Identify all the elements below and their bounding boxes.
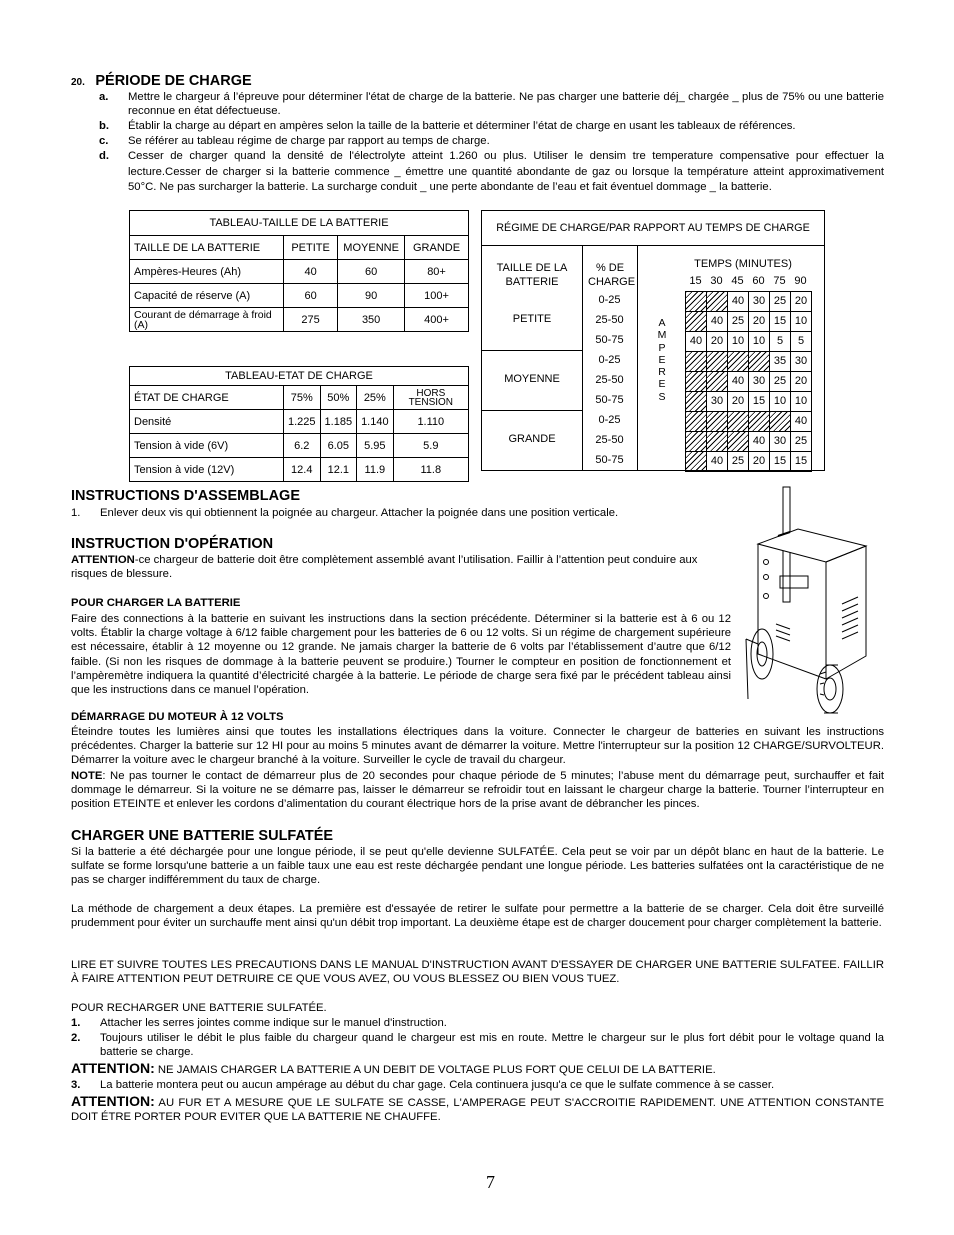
list-item-c: c. Se référer au tableau régime de charge par rapport au temps de charge. — [99, 135, 490, 147]
amperage-cell: 10 — [790, 311, 812, 332]
battery-size-label: GRANDE — [508, 433, 556, 445]
charge-regime-table — [481, 210, 825, 471]
table-row: Densité 1.225 1.185 1.140 1.110 — [130, 410, 469, 434]
amperage-cell: 5 — [790, 331, 812, 352]
amperage-cell: 15 — [769, 451, 791, 472]
amperage-cell: 5 — [769, 331, 791, 352]
column-header-time: TEMPS (MINUTES) — [694, 258, 792, 270]
table-title: TABLEAU-TAILLE DE LA BATTERIE — [130, 211, 469, 236]
battery-size-label: MOYENNE — [504, 373, 560, 385]
battery-size-label: PETITE — [512, 313, 552, 325]
hatched-cell — [706, 291, 728, 312]
amperage-cell: 40 — [790, 411, 812, 432]
amperage-cell: 20 — [706, 331, 728, 352]
sulfate-step-3: 3. La batterie montera peut ou aucun ampérage au début du char gage. Cela continuera jusqu'a ce que le sulfate commence à se casser. — [71, 1079, 775, 1091]
hatched-cell — [685, 371, 707, 392]
table-row: Courant de démarrage à froid (A) 275 350 400+ — [130, 308, 469, 332]
assemblage-item: 1. Enlever deux vis qui obtiennent la poignée au chargeur. Attacher la poignée dans une position verticale. — [71, 507, 619, 519]
amperage-cell: 20 — [748, 311, 770, 332]
minutes-label: 90 — [794, 275, 807, 287]
amperage-cell: 25 — [727, 311, 749, 332]
minutes-label: 60 — [752, 275, 765, 287]
amperage-cell: 40 — [727, 291, 749, 312]
charge-percent-label: 50-75 — [595, 394, 624, 406]
sulfate-step-2: 2. Toujours utiliser le débit le plus faible du chargeur quand le chargeur est mis en route. Mettre le chargeur sur le plus fort débit pour le voltage quand la batterie se charge. — [71, 1032, 884, 1059]
operation-heading: INSTRUCTION D'OPÉRATION — [71, 536, 274, 552]
sulfate-paragraph-2: La méthode de chargement a deux étapes. La première est d'essayée de retirer le sulfate pour permettre a la batterie de se charger. Cela doit être surveillé prudemment pour éviter un surchauffe ment ainsi qu'un débit trop important. La deuxième étape est de charger doucement pour charger complètement la batterie. — [71, 903, 884, 930]
amperage-cell: 25 — [769, 371, 791, 392]
amperage-cell: 20 — [790, 291, 812, 312]
amperage-cell: 10 — [769, 391, 791, 412]
hatched-cell — [706, 351, 728, 372]
charge-percent-label: 50-75 — [595, 334, 624, 346]
operation-attention: ATTENTION-ce chargeur de batterie doit être complètement assemblé avant l’utilisation. Faillir à l’attention peut conduire aux risques de blessure. — [71, 554, 698, 581]
minutes-label: 75 — [773, 275, 786, 287]
engine-start-text: Éteindre toutes les lumières ainsi que toutes les installations électriques dans la voiture. Connecter le chargeur de batteries en suivant les instructions précédentes. Charger la batterie sur 12 HI pour au moins 5 minutes avant de démarrer la voiture. Mettre l'interrupteur sur la position 12 CHARGE/SURVOLTEUR. Démarrer la voiture avec le chargeur branché à la voiture. Surveiller le cycle de travail du chargeur. — [71, 726, 884, 767]
hatched-cell — [727, 411, 749, 432]
amperage-cell: 20 — [790, 371, 812, 392]
minutes-label: 15 — [689, 275, 702, 287]
amperage-cell: 40 — [727, 371, 749, 392]
hatched-cell — [685, 431, 707, 452]
engine-start-note: NOTE: Ne pas tourner le contact de démarreur plus de 20 secondes pour chaque période de 5 minutes; l’abuse ment du démarrage peut, surchauffer et fait dommage le démarreur. Si la voiture ne se démarre pas, laisser le démarreur se refroidir tout en laissant le chargeur charge la batterie. Tourner l’interrupteur en position ETEINTE et enlever les cordons d’alimentation du courant électrique hors de la prise avant de débrancher les pinces. — [71, 770, 884, 811]
hatched-cell — [727, 351, 749, 372]
sulfate-warning: LIRE ET SUIVRE TOUTES LES PRECAUTIONS DANS LE MANUAL D'INSTRUCTION AVANT D'ESSAYER DE CHARGER UNE BATTERIE SULFATEE. FAILLIR À FAIRE ATTENTION PEUT DETRUIRE CE QUE VOUS AVEZ, OU VOUS BLESSEZ OU BIEN VOUS TUEZ. — [71, 959, 884, 986]
amperage-cell: 10 — [727, 331, 749, 352]
section-number: 20. — [71, 77, 85, 88]
hatched-cell — [685, 291, 707, 312]
hatched-cell — [727, 431, 749, 452]
hatched-cell — [748, 411, 770, 432]
table-row: Tension à vide (6V) 6.2 6.05 5.95 5.9 — [130, 434, 469, 458]
amperage-cell: 30 — [790, 351, 812, 372]
charge-percent-label: 0-25 — [598, 354, 621, 366]
amperage-cell: 20 — [727, 391, 749, 412]
table-header: GRANDE — [405, 236, 469, 260]
table-title: TABLEAU-ETAT DE CHARGE — [130, 367, 469, 386]
hatched-cell — [685, 351, 707, 372]
state-of-charge-table — [129, 366, 469, 482]
table-row: Ampères-Heures (Ah) 40 60 80+ — [130, 260, 469, 284]
charge-battery-heading: POUR CHARGER LA BATTERIE — [71, 597, 241, 609]
table-title: RÉGIME DE CHARGE/PAR RAPPORT AU TEMPS DE CHARGE — [482, 211, 824, 246]
table-row: Capacité de réserve (A) 60 90 100+ — [130, 284, 469, 308]
minutes-label: 45 — [731, 275, 744, 287]
amperage-cell: 35 — [769, 351, 791, 372]
hatched-cell — [748, 351, 770, 372]
charge-percent-label: 25-50 — [595, 434, 624, 446]
amperage-cell: 20 — [748, 451, 770, 472]
amperage-cell: 40 — [685, 331, 707, 352]
charge-percent-label: 50-75 — [595, 454, 624, 466]
amperage-cell: 40 — [706, 451, 728, 472]
sulfate-paragraph-1: Si la batterie a été déchargée pour une longue période, il se peut qu'elle devienne SULFATÉE. Cela peut se voir par un dépôt blanc en haut de la batterie. Le sulfate se forme lorsqu'une batterie a un faible taux une eau est reste déchargée pendant une longue période. Les batteries sulfatées ont la caractéristique de ne pas se charger indifféremment du taux de charge. — [71, 846, 884, 887]
table-header: 75% — [284, 386, 321, 410]
minutes-label: 30 — [710, 275, 723, 287]
amperage-cell: 40 — [706, 311, 728, 332]
charge-percent-label: 25-50 — [595, 374, 624, 386]
charge-percent-label: 25-50 — [595, 314, 624, 326]
list-item-b: b. Établir la charge au départ en ampères selon la taille de la batterie et déterminer l’état de charge en usant les tableaux de références. — [99, 120, 796, 132]
amperage-cell: 25 — [769, 291, 791, 312]
table-header: ÉTAT DE CHARGE — [130, 386, 284, 410]
column-header-size: TAILLE DE LA BATTERIE — [496, 262, 568, 288]
table-header: 25% — [357, 386, 394, 410]
battery-size-table — [129, 210, 469, 332]
assemblage-heading: INSTRUCTIONS D'ASSEMBLAGE — [71, 488, 301, 504]
table-header: PETITE — [284, 236, 338, 260]
amperage-cell: 30 — [748, 371, 770, 392]
section-20-heading — [71, 72, 252, 90]
table-row: Tension à vide (12V) 12.4 12.1 11.9 11.8 — [130, 458, 469, 482]
amperage-cell: 25 — [727, 451, 749, 472]
sulfate-attention-1: ATTENTION: NE JAMAIS CHARGER LA BATTERIE A UN DEBIT DE VOLTAGE PLUS FORT QUE CELUI DE LA BATTERIE. — [71, 1060, 716, 1076]
battery-charger-illustration — [738, 484, 876, 716]
charge-percent-label: 0-25 — [598, 294, 621, 306]
hatched-cell — [685, 451, 707, 472]
page-number: 7 — [486, 1172, 495, 1192]
hatched-cell — [769, 411, 791, 432]
list-item-d: d. Cesser de charger quand la densité de l'électrolyte atteint 1.260 ou plus. Utiliser le densim tre temperature compensative pour effectuer la lecture.Cesser de charger si la batterie commence _ émettre une quantité abondante de gaz ou lorsque la température atteint approximativement 50°C. Ne pas surcharger la batterie. La surcharge conduit _ une perte abondante de l’eau et fait éventuel dommage _ la batterie. — [99, 150, 884, 193]
sulfate-step-1: 1. Attacher les serres jointes comme indique sur le manuel d'instruction. — [71, 1017, 447, 1029]
charge-percent-label: 0-25 — [598, 414, 621, 426]
hatched-cell — [685, 391, 707, 412]
amperage-cell: 30 — [748, 291, 770, 312]
amperage-cell: 30 — [769, 431, 791, 452]
table-header: MOYENNE — [338, 236, 405, 260]
hatched-cell — [706, 411, 728, 432]
sulfate-heading: CHARGER UNE BATTERIE SULFATÉE — [71, 828, 334, 844]
hatched-cell — [685, 311, 707, 332]
amperage-cell: 10 — [748, 331, 770, 352]
charge-battery-text: Faire des connections à la batterie en suivant les instructions dans la section précédente. Déterminer si la batterie est à 6 ou 12 volts. Établir la charge voltage à 6/12 faible chargement pour les batteries de 6 ou 12 volts. Si un régime de chargement supérieure est nécessaire, établir à 12 moyenne ou 12 grande. Ne jamais charger la batterie de 6 volts par l’établissement d’autre que 6/12 faible. (Si non les risques de dommage à la batterie peuvent se produire.) Tourner le compteur en position de fonctionnement et l’ampèremètre indiquera la quantité d’électricité chargée à la batterie. Le période de charge sera fixé par le précédent tableau ainsi que les instructions dans ce manuel l’opération. — [71, 613, 731, 697]
hatched-cell — [685, 411, 707, 432]
hatched-cell — [706, 371, 728, 392]
table-header: 50% — [320, 386, 357, 410]
amperage-cell: 15 — [748, 391, 770, 412]
hatched-cell — [706, 431, 728, 452]
table-header: HORS TENSION — [393, 386, 468, 410]
amperes-label: AMPERES — [657, 317, 667, 403]
sulfate-recharge-heading: POUR RECHARGER UNE BATTERIE SULFATÉE. — [71, 1002, 327, 1014]
amperage-cell: 10 — [790, 391, 812, 412]
sulfate-attention-2: ATTENTION: AU FUR ET A MESURE QUE LE SULFATE SE CASSE, L'AMPERAGE PEUT S'ACCROITIE RAPIDEMENT. UNE ATTENTION CONSTANTE DOIT ÉTRE PORTER POUR EVITER QUE LA BATTERIE NE CHAUFFE. — [71, 1093, 884, 1124]
column-header-charge: % DE CHARGE — [588, 262, 636, 288]
amperage-cell: 25 — [790, 431, 812, 452]
amperage-cell: 40 — [748, 431, 770, 452]
section-title: PÉRIODE DE CHARGE — [95, 73, 252, 89]
table-header: TAILLE DE LA BATTERIE — [130, 236, 284, 260]
engine-start-heading: DÉMARRAGE DU MOTEUR À 12 VOLTS — [71, 711, 284, 723]
list-item-a: a. Mettre le chargeur á l’épreuve pour déterminer l'état de charge de la batterie. Ne pas charger une batterie déj_ chargée _ plus de 75% ou une batterie reconnue en état défectueuse. — [99, 91, 884, 118]
amperage-cell: 15 — [790, 451, 812, 472]
amperage-cell: 30 — [706, 391, 728, 412]
amperage-cell: 15 — [769, 311, 791, 332]
